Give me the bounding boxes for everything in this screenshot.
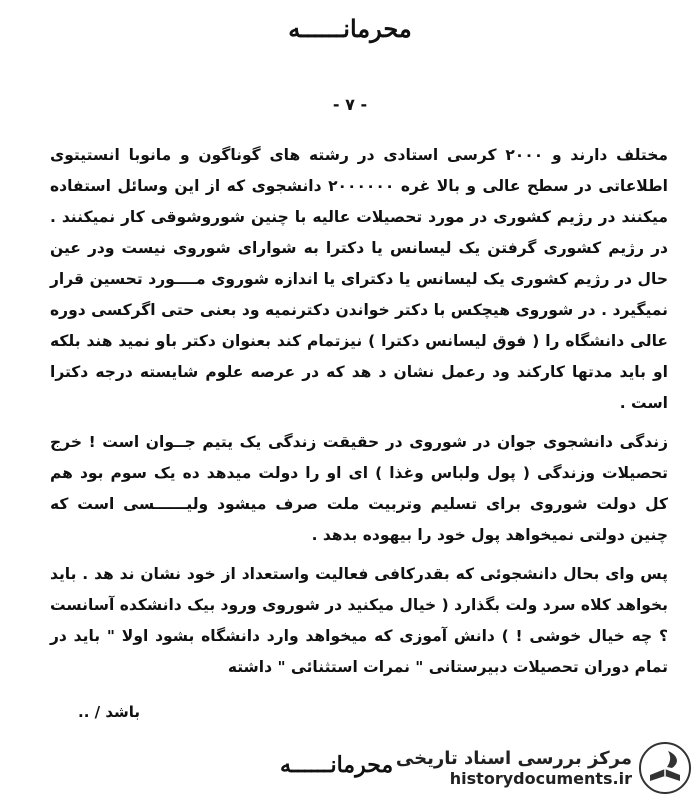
paragraph-2: زندگی دانشجوی جوان در شوروی در حقیقت زندگی یک یتیم جــوان است ! خرج تحصیلات وزندگی ( پول ولباس وغذا ) ای او را دولت میدهد ده یک سوم بود هم کل دولت شوروی برای تسلیم وتربیت ملت صرف میشود ولیــــــسی است که چنین دولتی نمیخواهد پول خود را بیهوده بدهد . (50, 433, 668, 544)
classification-footer: محرمانــــــه (280, 752, 394, 778)
continuation-note: باشد / .. (78, 703, 140, 721)
watermark-title: مرکز بررسی اسناد تاریخی (395, 748, 632, 769)
paragraph-3: پس وای بحال دانشجوئی که بقدرکافی فعالیت واستعداد از خود نشان ند هد . باید بخواهد کلاه سرد ولت بگذارد ( خیال میکنید در شوروی ورود بیک دانشکده آسانست ؟ چه خیال خوشی ! ) دانش آموزی که میخواهد وارد دانشگاه بشود اولا " باید در تمام دوران تحصیلات دبیرستانی " نمرات استثنائی " داشته (49, 565, 668, 676)
document-body (50, 140, 668, 683)
watermark-text (396, 748, 632, 788)
paragraph-1: مختلف دارند و ۲۰۰۰ کرسی استادی در رشته های گوناگون و مانوبا انستیتوی اطلاعاتی در سطح عالی و بالا غره ۲۰۰۰۰۰۰ دانشجوی که از این وسائل استفاده میکنند در رژیم کشوری در مورد تحصیلات عالیه با چنین شوروشوقی کار نمیکنند . در رژیم کشوری گرفتن یک لیسانس یا دکترا به شوارای شوروی نیست ودر عین حال در رژیم کشوری یک لیسانس یا دکترای یا اندازه شوروی مــــورد تحسین قرار نمیگیرد . در شوروی هیچکس با دکتر خواندن دکترنمیه ود بعنی حتی اگرکسی دوره عالی دانشگاه را ( فوق لیسانس دکترا ) نیزتمام کند بعنوان دکتر باو نمید هند بلکه او باید مدتها کارکند ود رعمل نشان د هد که در عرصه علوم شایسته درجه دکترا است . (50, 146, 668, 412)
book-quill-logo-icon (638, 741, 692, 795)
classification-header: محرمانــــــه (288, 14, 412, 43)
page-number: - ۷ - (332, 95, 368, 114)
watermark (396, 741, 692, 795)
watermark-url: historydocuments.ir (449, 769, 632, 788)
